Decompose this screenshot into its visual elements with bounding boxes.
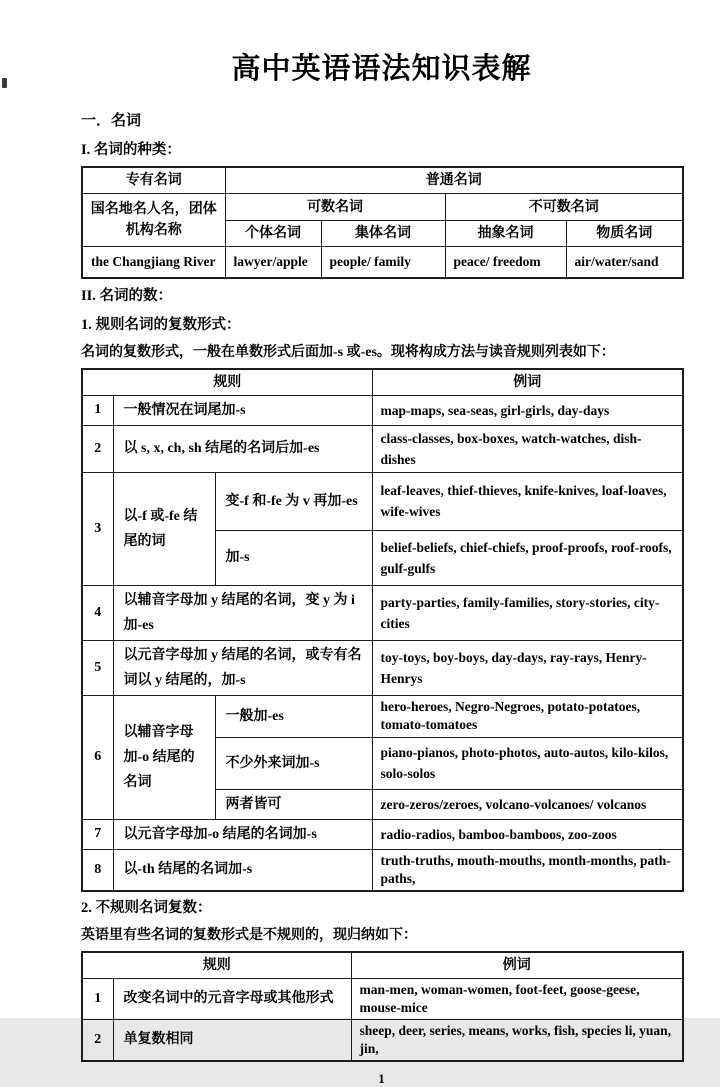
table-row: [82, 472, 683, 530]
heading-section-nouns: 一．名词: [81, 113, 142, 129]
rule-number: 2: [82, 425, 113, 472]
rule-number: 1: [82, 395, 113, 425]
rule-number: 7: [82, 819, 113, 849]
sub-rule-text: 变-f 和-fe 为 v 再加-es: [215, 472, 372, 530]
rule-number: 6: [82, 695, 113, 819]
collective-noun-header: 集体名词: [321, 221, 445, 247]
sub-rule-text: 一般加-es: [215, 695, 372, 737]
collective-noun-example: people/ family: [321, 247, 445, 278]
examples-column-header: 例词: [372, 369, 683, 396]
irregular-plurals-intro: 英语里有些名词的复数形式是不规则的，现归纳如下：: [81, 927, 417, 943]
rule-number: 8: [82, 849, 113, 891]
table-row: [82, 640, 683, 695]
table-row: [82, 585, 683, 640]
rule-examples: truth-truths, mouth-mouths, month-months, path-paths,: [372, 849, 683, 891]
rule-examples: piano-pianos, photo-photos, auto-autos, kilo-kilos, solo-solos: [372, 737, 683, 789]
rule-examples: radio-radios, bamboo-bamboos, zoo-zoos: [372, 819, 683, 849]
table-row: [82, 819, 683, 849]
individual-noun-header: 个体名词: [225, 221, 321, 247]
proper-noun-example: the Changjiang River: [82, 247, 225, 278]
rule-text: 以 s, x, ch, sh 结尾的名词后加-es: [113, 425, 372, 472]
rule-text: 以辅音字母加 y 结尾的名词，变 y 为 i 加-es: [113, 585, 372, 640]
rule-text: 以元音字母加 y 结尾的名词，或专有名词以 y 结尾的，加-s: [113, 640, 372, 695]
irregular-plurals-table: [81, 951, 684, 1062]
uncountable-header: 不可数名词: [445, 194, 683, 221]
scan-artifact: [2, 78, 7, 88]
individual-noun-example: lawyer/apple: [225, 247, 321, 278]
rule-examples: man-men, woman-women, foot-feet, goose-geese, mouse-mice: [351, 978, 683, 1019]
heading-noun-kinds: I. 名词的种类：: [81, 142, 181, 158]
rule-examples: hero-heroes, Negro-Negroes, potato-potatoes, tomato-tomatoes: [372, 695, 683, 737]
table-row: [82, 849, 683, 891]
page-content: [81, 0, 682, 1087]
countable-header: 可数名词: [225, 194, 445, 221]
sub-rule-text: 两者皆可: [215, 789, 372, 819]
table-row: [82, 247, 683, 278]
table-row: [82, 194, 683, 221]
abstract-noun-example: peace/ freedom: [445, 247, 566, 278]
rule-number: 4: [82, 585, 113, 640]
table-header-row: [82, 369, 683, 396]
material-noun-header: 物质名词: [566, 221, 683, 247]
material-noun-example: air/water/sand: [566, 247, 683, 278]
rule-examples: map-maps, sea-seas, girl-girls, day-days: [372, 395, 683, 425]
rule-examples: leaf-leaves, thief-thieves, knife-knives, loaf-loaves, wife-wives: [372, 472, 683, 530]
rule-examples: class-classes, box-boxes, watch-watches, dish-dishes: [372, 425, 683, 472]
regular-plurals-intro: 名词的复数形式，一般在单数形式后面加-s 或-es。现将构成方法与读音规则列表如下：: [81, 344, 615, 360]
rule-text: 以-f 或-fe 结尾的词: [113, 472, 215, 585]
rule-text: 单复数相同: [113, 1019, 351, 1061]
rule-examples: toy-toys, boy-boys, day-days, ray-rays, Henry-Henrys: [372, 640, 683, 695]
common-noun-header: 普通名词: [225, 167, 683, 194]
proper-noun-desc: 国名地名人名，团体机构名称: [82, 194, 225, 247]
sub-rule-text: 不少外来词加-s: [215, 737, 372, 789]
rule-number: 1: [82, 978, 113, 1019]
table-row: [82, 695, 683, 737]
abstract-noun-header: 抽象名词: [445, 221, 566, 247]
rule-column-header: 规则: [82, 369, 372, 396]
heading-noun-number: II. 名词的数：: [81, 287, 173, 304]
table-row: [82, 1019, 683, 1061]
rule-examples: party-parties, family-families, story-stories, city-cities: [372, 585, 683, 640]
rule-examples: belief-beliefs, chief-chiefs, proof-proofs, roof-roofs, gulf-gulfs: [372, 530, 683, 585]
rule-column-header: 规则: [82, 952, 351, 979]
noun-kinds-table: [81, 166, 684, 279]
regular-plurals-table: [81, 368, 684, 892]
rule-examples: sheep, deer, series, means, works, fish, species li, yuan, jin,: [351, 1019, 683, 1061]
table-row: [82, 167, 683, 194]
rule-examples: zero-zeros/zeroes, volcano-volcanoes/ volcanos: [372, 789, 683, 819]
heading-irregular-plurals: 2. 不规则名词复数：: [81, 899, 212, 916]
rule-text: 一般情况在词尾加-s: [113, 395, 372, 425]
examples-column-header: 例词: [351, 952, 683, 979]
page-number: 1: [378, 1070, 385, 1086]
page-title: 高中英语语法知识表解: [231, 53, 532, 85]
rule-text: 改变名词中的元音字母或其他形式: [113, 978, 351, 1019]
heading-regular-plurals: 1. 规则名词的复数形式：: [81, 316, 241, 333]
rule-number: 3: [82, 472, 113, 585]
rule-text: 以辅音字母加-o 结尾的名词: [113, 695, 215, 819]
rule-number: 2: [82, 1019, 113, 1061]
table-row: [82, 978, 683, 1019]
rule-number: 5: [82, 640, 113, 695]
table-row: [82, 395, 683, 425]
proper-noun-header: 专有名词: [82, 167, 225, 194]
rule-text: 以-th 结尾的名词加-s: [113, 849, 372, 891]
table-row: [82, 425, 683, 472]
sub-rule-text: 加-s: [215, 530, 372, 585]
rule-text: 以元音字母加-o 结尾的名词加-s: [113, 819, 372, 849]
table-header-row: [82, 952, 683, 979]
